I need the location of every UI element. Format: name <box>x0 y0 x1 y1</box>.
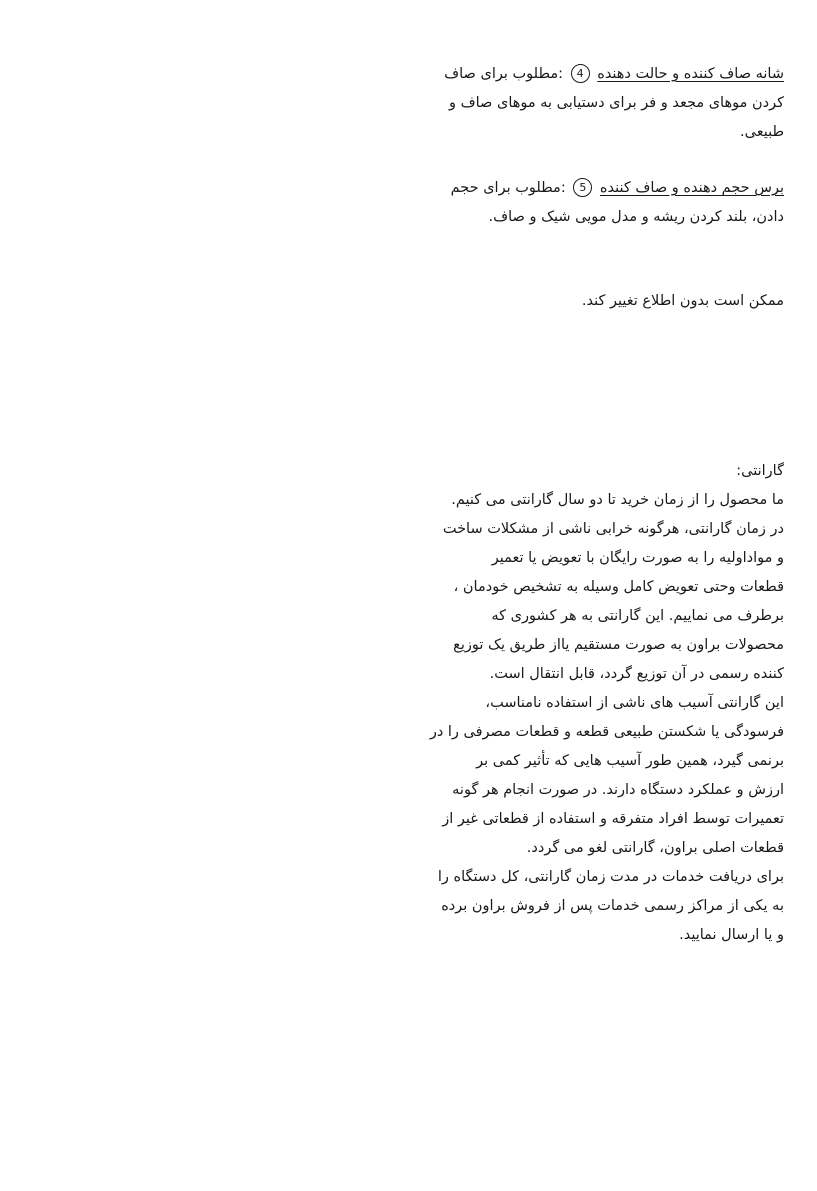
warranty-line: و مواداولیه را به صورت رایگان با تعویض یا تعمیر <box>491 550 784 566</box>
straightener-comb-title: شانه صاف کننده و حالت دهنده <box>597 66 784 82</box>
change-notice <box>400 287 784 316</box>
warranty-line: ارزش و عملکرد دستگاه دارند. در صورت انجام هر گونه <box>452 782 784 798</box>
straightener-comb-text: :مطلوب برای صاف <box>444 66 563 82</box>
warranty-line: کننده رسمی در آن توزیع گردد، قابل انتقال است. <box>489 666 784 682</box>
warranty-section <box>400 457 784 950</box>
warranty-line: برنمی گیرد، همین طور آسیب هایی که تأثیر کمی بر <box>476 753 784 769</box>
warranty-line: قطعات اصلی براون، گارانتی لغو می گردد. <box>526 840 784 856</box>
volume-brush-title: برس حجم دهنده و صاف کننده <box>599 180 784 196</box>
number-5-badge: 5 <box>573 178 592 197</box>
warranty-line: برطرف می نماییم. این گارانتی به هر کشوری که <box>491 608 784 624</box>
straightener-comb-first-line <box>400 60 784 89</box>
volume-brush-section <box>400 174 784 232</box>
straightener-comb-section <box>400 60 784 147</box>
warranty-line: محصولات براون به صورت مستقیم یااز طریق یک توزیع <box>453 637 784 653</box>
warranty-line: قطعات وحتی تعویض کامل وسیله به تشخیص خودمان ، <box>453 579 784 595</box>
volume-brush-line: دادن، بلند کردن ریشه و مدل مویی شیک و صاف. <box>488 209 784 225</box>
warranty-line: فرسودگی یا شکستن طبیعی قطعه و قطعات مصرفی را در <box>429 724 784 740</box>
warranty-line: به یکی از مراکز رسمی خدمات پس از فروش براون برده <box>441 898 784 914</box>
volume-brush-text: :مطلوب برای حجم <box>450 180 566 196</box>
warranty-line: در زمان گارانتی، هرگونه خرابی ناشی از مشکلات ساخت <box>442 521 784 537</box>
warranty-line: برای دریافت خدمات در مدت زمان گارانتی، کل دستگاه را <box>437 869 784 885</box>
straightener-comb-line: طبیعی. <box>740 124 784 140</box>
warranty-line: این گارانتی آسیب های ناشی از استفاده نامناسب، <box>485 695 784 711</box>
volume-brush-first-line <box>400 174 784 203</box>
warranty-heading: گارانتی: <box>736 463 784 479</box>
warranty-line: تعمیرات توسط افراد متفرقه و استفاده از قطعاتی غیر از <box>442 811 784 827</box>
warranty-line: و یا ارسال نمایید. <box>679 927 784 943</box>
warranty-line: ما محصول را از زمان خرید تا دو سال گارانتی می کنیم. <box>451 492 784 508</box>
straightener-comb-line: کردن موهای مجعد و فر برای دستیابی به موهای صاف و <box>449 95 784 111</box>
number-4-badge: 4 <box>571 64 590 83</box>
notice-text: ممکن است بدون اطلاع تغییر کند. <box>581 293 784 309</box>
